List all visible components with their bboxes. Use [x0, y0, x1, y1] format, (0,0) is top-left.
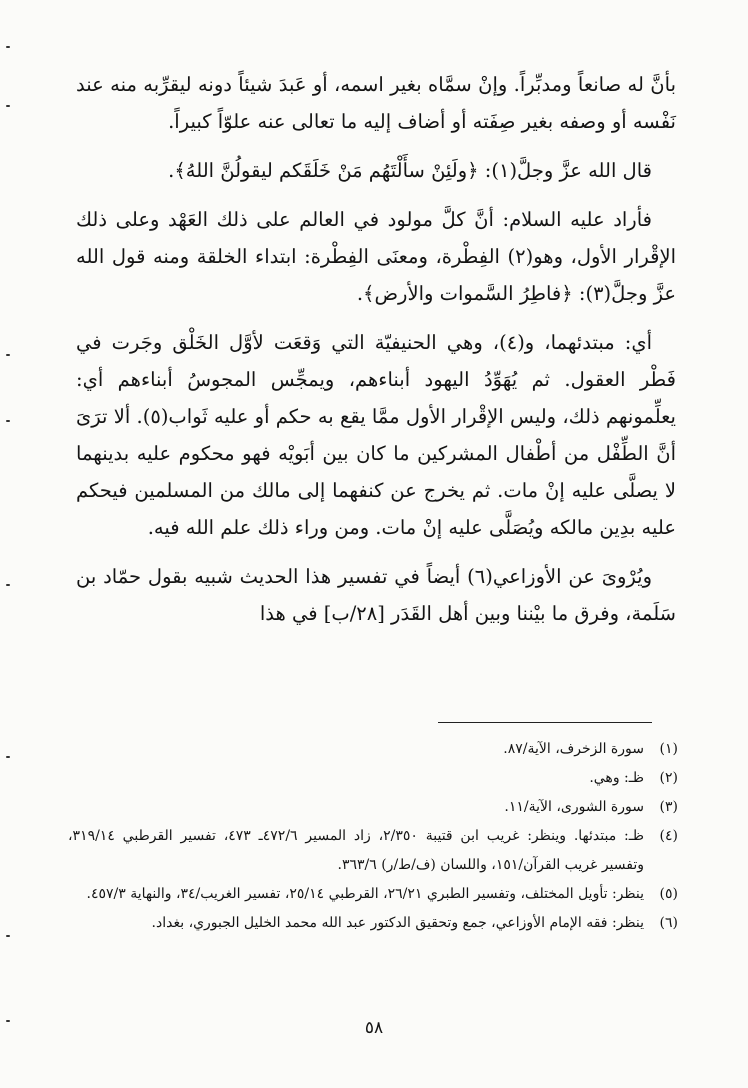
footnote-5 — [68, 880, 678, 909]
page-number: ٥٨ — [364, 1018, 384, 1038]
paragraph-2: قال الله عزَّ وجلَّ(١): ﴿ولَئِنْ سأَلْتَهُم مَنْ خَلَقَكم ليقولُنَّ اللهُ﴾. — [168, 159, 652, 182]
footnote-1 — [68, 735, 678, 764]
footnotes — [68, 735, 678, 938]
footnote-text: ينظر: فقه الإمام الأوزاعي، جمع وتحقيق الدكتور عبد الله محمد الخليل الجبوري، بغداد. — [151, 915, 644, 931]
paragraph-1: بأنَّ له صانعاً ومدبِّراً. وإنْ سمَّاه بغير اسمه، أو عَبدَ شيئاً دونه ليقرِّبه منه عند نَفْسه أو وصفه بغير صِفَته أو أضاف إليه ما تعالى عنه علوّاً كبيراً. — [76, 73, 676, 133]
main-text — [76, 66, 676, 632]
margin-mark — [6, 105, 10, 107]
footnote-6 — [68, 909, 678, 938]
paragraph-3: فأراد عليه السلام: أنَّ كلَّ مولود في العالم على ذلك العَهْد وعلى ذلك الإقْرار الأول، وهو(٢) الفِطْرة، ومعنَى الفِطْرة: ابتداء الخلقة ومنه قول الله عزَّ وجلَّ(٣): ﴿فاطِرُ السَّموات والأرض﴾. — [76, 208, 676, 305]
footnote-text: سورة الشورى، الآية/١١. — [504, 799, 644, 815]
footnote-4 — [68, 822, 678, 880]
footnote-number: (١) — [659, 741, 678, 757]
footnote-number: (٣) — [659, 799, 678, 815]
margin-mark — [6, 756, 10, 758]
footnote-separator — [438, 722, 652, 723]
footnote-text: ظـ: وهي. — [589, 770, 644, 786]
footnote-text: سورة الزخرف، الآية/٨٧. — [503, 741, 644, 757]
margin-mark — [6, 1020, 10, 1022]
footnote-number: (٦) — [659, 915, 678, 931]
margin-mark — [6, 935, 10, 937]
footnote-text: ينظر: تأويل المختلف، وتفسير الطبري ٢٦/٢١، القرطبي ٢٥/١٤، تفسير الغريب/٣٤، والنهاية ٤٥٧/٣. — [86, 886, 644, 902]
paragraph-4: أي: مبتدئهما، و(٤)، وهي الحنيفيّة التي وَقعَت لأوَّل الخَلْق وجَرت في فَطْر العقول. ثم يُهَوِّدُ اليهود أبناءهم، ويمجِّس المجوسُ أبناءهم أي: يعلِّمونهم ذلك، وليس الإقْرار الأول ممَّا يقع به حكم أو عليه ثَواب(٥). ألا ترَىَ أنَّ الطِّفْل من أطْفال المشركين ما كان بين أبَويْه فهو محكوم عليه بدينهما لا يصلَّى عليه إنْ مات. ثم يخرج عن كنفهما إلى مالك من المسلمين فيحكم عليه بدِين مالكه ويُصَلَّى عليه إنْ مات. ومن وراء ذلك علم الله فيه. — [76, 331, 676, 539]
paragraph-5: ويُرْوىَ عن الأوزاعي(٦) أيضاً في تفسير هذا الحديث شبيه بقول حمّاد بن سَلَمة، وفرق ما بيْننا وبين أهل القَدَر [٢٨/ب] في هذا — [76, 565, 676, 625]
footnote-number: (٢) — [659, 770, 678, 786]
margin-mark — [6, 354, 10, 356]
margin-mark — [6, 584, 10, 586]
footnote-number: (٤) — [659, 828, 678, 844]
footnote-text: ظـ: مبتدئها. وينظر: غريب ابن قتيبة ٢/٣٥٠، زاد المسير ٤٧٢/٦ـ ٤٧٣، تفسير القرطبي ٣١٩/١٤، وتفسير غريب القرآن/١٥١، واللسان (ف/ط/ر) ٣٦٣/٦. — [68, 828, 644, 873]
footnote-3 — [68, 793, 678, 822]
footnote-2 — [68, 764, 678, 793]
footnote-number: (٥) — [659, 886, 678, 902]
margin-mark — [6, 420, 10, 422]
margin-mark — [6, 46, 10, 48]
